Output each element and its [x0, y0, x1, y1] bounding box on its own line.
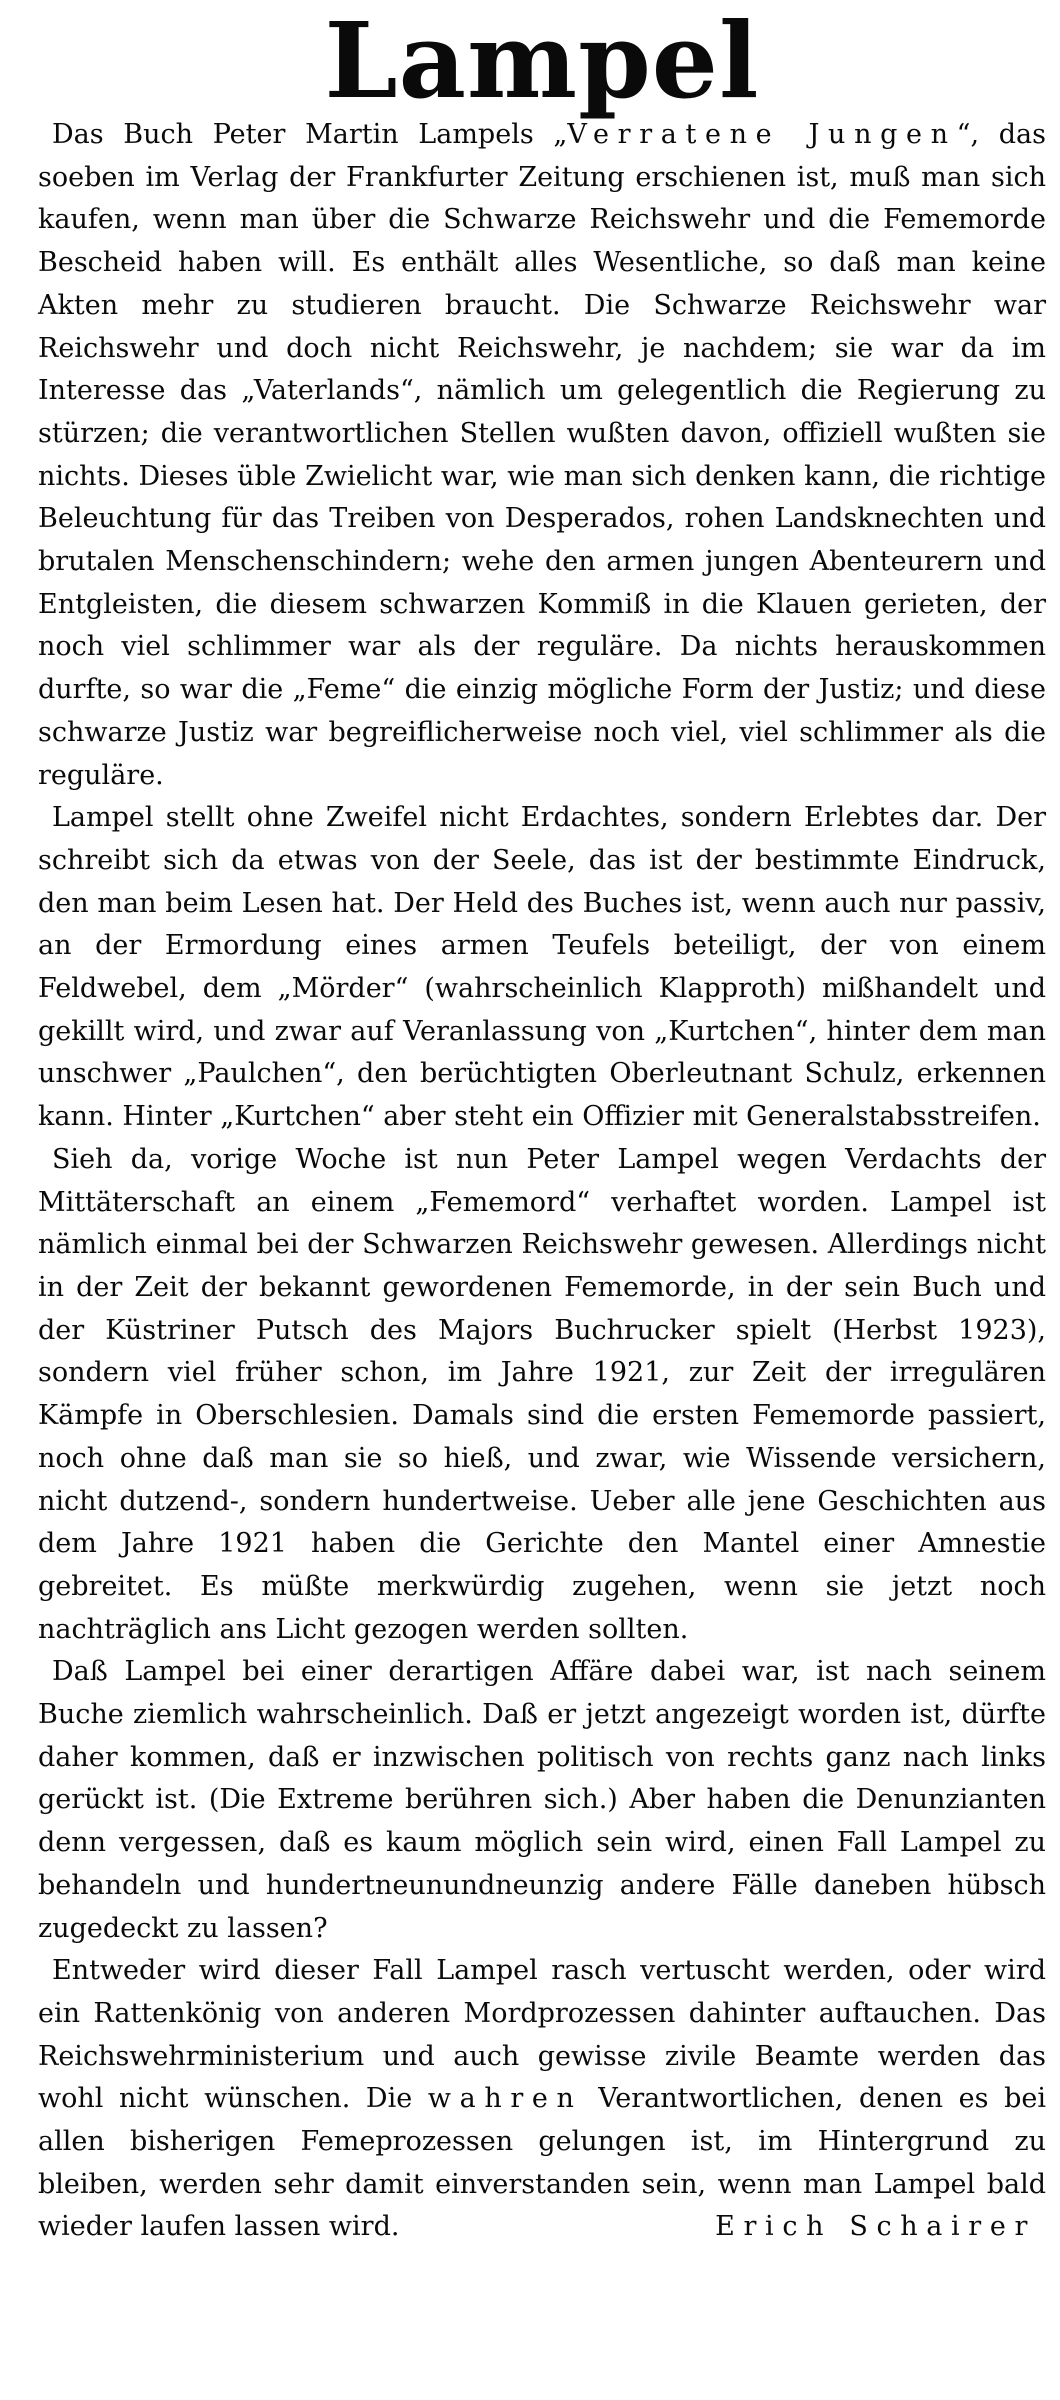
book-title-spaced: Verratene Jungen: [567, 119, 957, 150]
paragraph-5-lead: Entweder wird dieser Fall Lampel rasch vertuscht werden, oder wird ein Rattenkönig von anderen Mordprozessen dahinter auftauchen. Das Reichswehrministerium und auch gewisse zivile Beamte werden das wohl nicht wünschen. Die: [38, 1955, 1046, 2115]
article-headline: Lampel: [324, 0, 760, 122]
author-signature: Erich Schairer: [715, 2211, 1036, 2243]
article-paragraph-2: Lampel stellt ohne Zweifel nicht Erdachtes, sondern Erlebtes dar. Der schreibt sich da etwas von der Seele, das ist der bestimmte Eindruck, den man beim Lesen hat. Der Held des Buches ist, wenn auch nur passiv, an der Ermordung eines armen Teufels beteiligt, der von einem Feldwebel, dem „Mörder“ (wahrscheinlich Klapproth) mißhandelt und gekillt wird, und zwar auf Veranlassung von „Kurtchen“, hinter dem man unschwer „Paulchen“, den berüchtigten Oberleutnant Schulz, erkennen kann. Hinter „Kurtchen“ aber steht ein Offizier mit Generalstabsstreifen.: [38, 802, 1046, 1133]
article-paragraph-1: [38, 114, 1046, 797]
article-paragraph-3: Sieh da, vorige Woche ist nun Peter Lampel wegen Verdachts der Mittäterschaft an einem „Fememord“ verhaftet worden. Lampel ist nämlich einmal bei der Schwarzen Reichswehr gewesen. Allerdings nicht in der Zeit der bekannt gewordenen Fememorde, in der sein Buch und der Küstriner Putsch des Majors Buchrucker spielt (Herbst 1923), sondern viel früher schon, im Jahre 1921, zur Zeit der irregulären Kämpfe in Oberschlesien. Damals sind die ersten Fememorde passiert, noch ohne daß man sie so hieß, und zwar, wie Wissende versichern, nicht dutzend-, sondern hundertweise. Ueber alle jene Geschichten aus dem Jahre 1921 haben die Gerichte den Mantel einer Amnestie gebreitet. Es müßte merkwürdig zugehen, wenn sie jetzt noch nachträglich ans Licht gezogen werden sollten.: [38, 1143, 1046, 1645]
paragraph-5-rest: Verantwortlichen, denen es bei allen bisherigen Femeprozessen gelungen ist, im Hintergrund zu bleiben, werden sehr damit einverstanden sein, wenn man Lampel bald wieder laufen lassen wird.: [38, 2083, 1046, 2243]
emphasis-spaced: wahren: [427, 2083, 583, 2115]
article-body: [38, 114, 1046, 2249]
paragraph-1-lead: Das Buch Peter Martin Lampels „: [52, 119, 568, 150]
paragraph-1-rest: “, das soeben im Verlag der Frankfurter Zeitung erschienen ist, muß man sich kaufen, wenn man über die Schwarze Reichswehr und die Fememorde Bescheid haben will. Es enthält alles Wesentliche, so daß man keine Akten mehr zu studieren braucht. Die Schwarze Reichswehr war Reichswehr und doch nicht Reichswehr, je nachdem; sie war da im Interesse das „Vaterlands“, nämlich um gelegentlich die Regierung zu stürzen; die verantwortlichen Stellen wußten davon, offiziell wußten sie nichts. Dieses üble Zwielicht war, wie man sich denken kann, die richtige Beleuchtung für das Treiben von Desperados, rohen Landsknechten und brutalen Menschenschindern; wehe den armen jungen Abenteurern und Entgleisten, die diesem schwarzen Kommiß in die Klauen gerieten, der noch viel schlimmer war als der reguläre. Da nichts herauskommen durfte, so war die „Feme“ die einzig mögliche Form der Justiz; und diese schwarze Justiz war begreiflicherweise noch viel, viel schlimmer als die reguläre.: [38, 119, 1046, 791]
article-paragraph-5: [38, 1950, 1046, 2249]
article-paragraph-4: Daß Lampel bei einer derartigen Affäre dabei war, ist nach seinem Buche ziemlich wahrscheinlich. Daß er jetzt angezeigt worden ist, dürfte daher kommen, daß er inzwischen politisch von rechts ganz nach links gerückt ist. (Die Extreme berühren sich.) Aber haben die Denunzianten denn vergessen, daß es kaum möglich sein wird, einen Fall Lampel zu behandeln und hundertneunundneunzig andere Fälle daneben hübsch zugedeckt zu lassen?: [38, 1656, 1046, 1944]
